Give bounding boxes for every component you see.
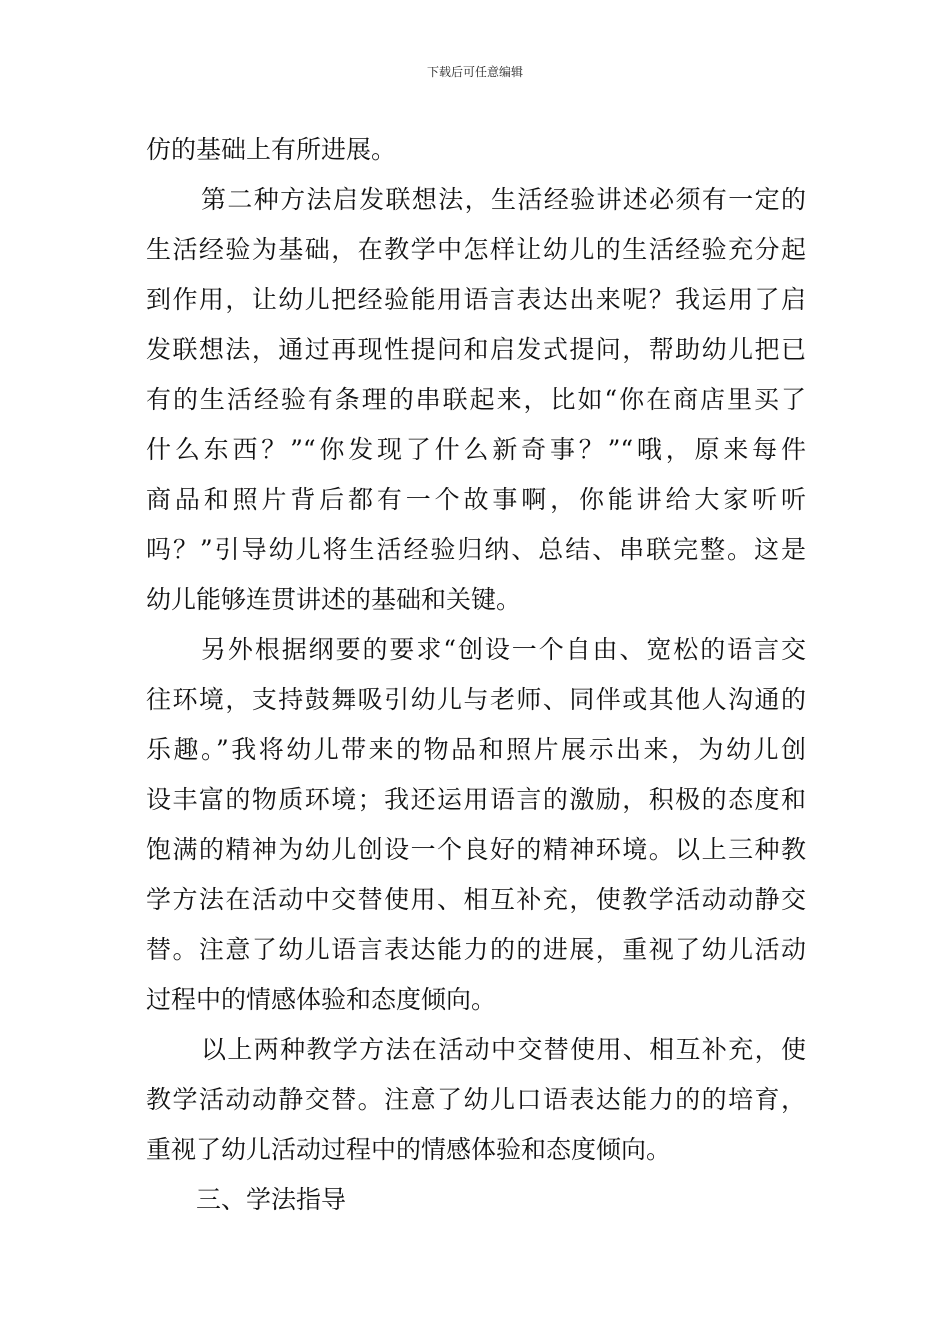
text-line: 发联想法，通过再现性提问和启发式提问，帮助幼儿把已 <box>146 335 806 364</box>
text-line: 仿的基础上有所进展。 <box>146 135 397 164</box>
text-line: 什么东西？”“你发现了什么新奇事？”“哦，原来每件 <box>146 435 806 464</box>
text-line: 到作用，让幼儿把经验能用语言表达出来呢？我运用了启 <box>146 285 806 314</box>
paragraph <box>146 125 806 175</box>
paragraph <box>146 1025 806 1175</box>
page-header-note: 下载后可任意编辑 <box>426 65 523 79</box>
text-line: 生活经验为基础，在教学中怎样让幼儿的生活经验充分起 <box>146 235 806 264</box>
text-line: 替。注意了幼儿语言表达能力的的进展，重视了幼儿活动 <box>146 935 806 964</box>
text-line: 吗？”引导幼儿将生活经验归纳、总结、串联完整。这是 <box>146 535 806 564</box>
text-line: 教学活动动静交替。注意了幼儿口语表达能力的的培育， <box>146 1085 806 1114</box>
text-line: 设丰富的物质环境；我还运用语言的激励，积极的态度和 <box>146 785 806 814</box>
section-heading: 三、学法指导 <box>196 1185 347 1214</box>
text-line: 商品和照片背后都有一个故事啊，你能讲给大家听听 <box>146 485 806 514</box>
text-line: 乐趣。”我将幼儿带来的物品和照片展示出来，为幼儿创 <box>146 735 806 764</box>
text-line: 过程中的情感体验和态度倾向。 <box>146 985 497 1014</box>
text-line: 第二种方法启发联想法，生活经验讲述必须有一定的 <box>201 185 806 214</box>
paragraph <box>146 175 806 625</box>
document-body <box>146 125 806 1225</box>
text-line: 以上两种教学方法在活动中交替使用、相互补充，使 <box>201 1035 806 1064</box>
text-line: 往环境，支持鼓舞吸引幼儿与老师、同伴或其他人沟通的 <box>146 685 806 714</box>
paragraph <box>146 625 806 1025</box>
text-line: 有的生活经验有条理的串联起来，比如“你在商店里买了 <box>146 385 806 414</box>
text-line: 幼儿能够连贯讲述的基础和关键。 <box>146 585 522 614</box>
text-line: 另外根据纲要的要求“创设一个自由、宽松的语言交 <box>201 635 806 664</box>
text-line: 重视了幼儿活动过程中的情感体验和态度倾向。 <box>146 1135 672 1164</box>
text-line: 学方法在活动中交替使用、相互补充，使教学活动动静交 <box>146 885 806 914</box>
text-line: 饱满的精神为幼儿创设一个良好的精神环境。以上三种教 <box>146 835 806 864</box>
